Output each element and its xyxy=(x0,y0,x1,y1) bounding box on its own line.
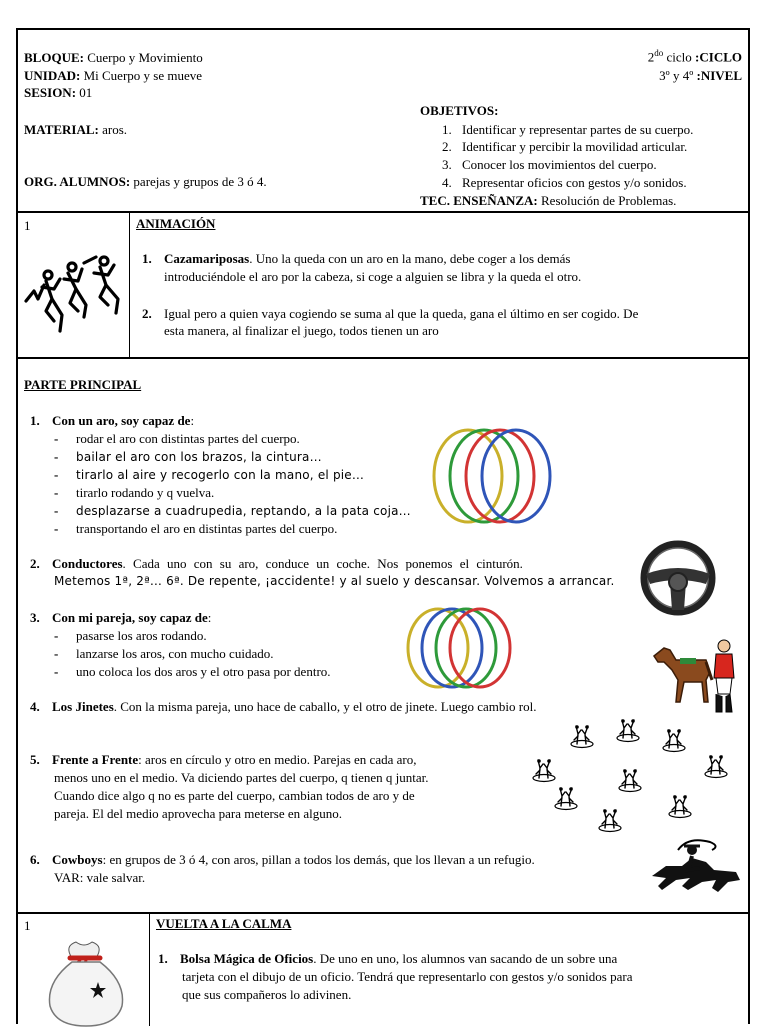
animacion-item-2-cont: esta manera, al finalizar el juego, todos tienen un aro xyxy=(164,323,439,338)
divider xyxy=(18,912,748,914)
sesion-label: SESION: xyxy=(24,85,77,100)
hoops-pair-icon xyxy=(404,606,514,690)
ciclo-line xyxy=(648,48,742,65)
list-item: - transportando el aro en distintas partes del cuerpo. xyxy=(54,521,338,536)
list-item: - uno coloca los dos aros y el otro pasa por dentro. xyxy=(54,664,331,679)
org-value: parejas y grupos de 3 ó 4. xyxy=(130,174,267,189)
nivel-label: :NIVEL xyxy=(696,68,742,83)
cowboy-icon xyxy=(648,836,744,896)
principal-item-5-cont: pareja. El del medio aprovecha para meterse en alguno. xyxy=(54,806,343,821)
objetivo-1: 1. Identificar y representar partes de su cuerpo. xyxy=(442,122,694,137)
material-line xyxy=(24,122,127,138)
principal-item-2-cont: Metemos 1ª, 2ª… 6ª. De repente, ¡accidente! y al suelo y descansar. Volvemos a arrancar. xyxy=(54,574,615,588)
principal-item-1: 1. Con un aro, soy capaz de: xyxy=(30,413,195,428)
steering-wheel-icon xyxy=(640,540,716,616)
nivel-line xyxy=(659,68,742,84)
calma-item-1-cont: tarjeta con el dibujo de un oficio. Tendrá que representarlo con gestos y/o sonidos para xyxy=(182,969,633,984)
unidad-label: UNIDAD: xyxy=(24,68,81,83)
animacion-item-1-cont: introduciéndole el aro por la cabeza, si coge a alguien se libra y la queda el otro. xyxy=(164,269,582,284)
principal-title: PARTE PRINCIPAL xyxy=(24,377,142,392)
principal-item-5-cont: Cuando dice algo q no es parte del cuerpo, cambian todos de aro y de xyxy=(54,788,415,803)
org-label: ORG. ALUMNOS: xyxy=(24,174,131,189)
animacion-item-1: 1. Cazamariposas. Uno la queda con un aro en la mano, debe coger a los demás xyxy=(142,251,571,266)
divider xyxy=(18,357,748,359)
list-item: - rodar el aro con distintas partes del cuerpo. xyxy=(54,431,300,446)
bloque-line xyxy=(24,50,203,66)
list-item: - bailar el aro con los brazos, la cintura… xyxy=(54,449,322,464)
lesson-sheet xyxy=(16,28,750,1024)
animacion-time: 1 xyxy=(24,218,31,233)
principal-item-5-cont: menos uno en el medio. Va diciendo partes del cuerpo, q tienen q juntar. xyxy=(54,770,429,785)
unidad-value: Mi Cuerpo y se mueve xyxy=(80,68,203,83)
principal-item-5: 5. Frente a Frente: aros en círculo y otro en medio. Parejas en cada aro, xyxy=(30,752,417,767)
unidad-line xyxy=(24,68,202,84)
bloque-value: Cuerpo y Movimiento xyxy=(83,50,203,65)
magic-bag-icon xyxy=(44,938,128,1028)
bloque-label: BLOQUE: xyxy=(24,50,84,65)
principal-item-6-cont: VAR: vale salvar. xyxy=(54,870,146,885)
ciclo-number: 2 xyxy=(647,49,655,65)
principal-item-3: 3. Con mi pareja, soy capaz de: xyxy=(30,610,212,625)
column-divider xyxy=(129,213,130,358)
calma-item-1: 1. Bolsa Mágica de Oficios. De uno en uno, los alumnos van sacando de un sobre una xyxy=(158,951,618,966)
principal-item-2: 2. Conductores. Cada uno con su aro, conduce un coche. Nos ponemos el cinturón. xyxy=(30,556,523,571)
hoop-circle-players-icon xyxy=(526,718,738,834)
list-item: - pasarse los aros rodando. xyxy=(54,628,207,643)
org-line xyxy=(24,174,267,190)
tec-label: TEC. ENSEÑANZA: xyxy=(420,193,538,208)
animacion-item-2: 2. Igual pero a quien vaya cogiendo se suma al que la queda, gana el último en ser cogido. De xyxy=(142,306,639,321)
material-label: MATERIAL: xyxy=(24,122,99,137)
objetivo-4: 4. Representar oficios con gestos y/o sonidos. xyxy=(442,175,687,190)
tec-line xyxy=(420,193,676,209)
principal-item-4: 4. Los Jinetes. Con la misma pareja, uno hace de caballo, y el otro de jinete. Luego cambio rol. xyxy=(30,699,537,714)
column-divider xyxy=(149,914,150,1026)
list-item: - desplazarse a cuadrupedia, reptando, a la pata coja… xyxy=(54,503,411,518)
divider xyxy=(18,211,748,213)
material-value: aros. xyxy=(98,122,128,137)
hoops-icon xyxy=(428,426,558,526)
calma-title: VUELTA A LA CALMA xyxy=(156,916,292,931)
ciclo-superscript: do xyxy=(654,48,664,58)
calma-time: 1 xyxy=(24,918,31,933)
nivel-text: 3º y 4º xyxy=(659,68,694,83)
list-item: - tirarlo al aire y recogerlo con la mano, el pie… xyxy=(54,467,365,482)
principal-item-6: 6. Cowboys: en grupos de 3 ó 4, con aros, pillan a todos los demás, que los llevan a un refugio. xyxy=(30,852,535,867)
list-item: - lanzarse los aros, con mucho cuidado. xyxy=(54,646,274,661)
animacion-title: ANIMACIÓN xyxy=(136,216,216,231)
ciclo-text: ciclo xyxy=(663,49,692,65)
horse-rider-icon xyxy=(650,636,740,716)
calma-item-1-cont: que sus compañeros lo adivinen. xyxy=(182,987,352,1002)
sesion-line xyxy=(24,85,92,101)
objetivo-3: 3. Conocer los movimientos del cuerpo. xyxy=(442,157,657,172)
objetivo-2: 2. Identificar y percibir la movilidad articular. xyxy=(442,139,688,154)
ciclo-label: :CICLO xyxy=(695,49,742,65)
list-item: - tirarlo rodando y q vuelva. xyxy=(54,485,215,500)
running-figures-icon xyxy=(24,255,124,335)
tec-value: Resolución de Problemas. xyxy=(537,193,677,208)
sesion-value: 01 xyxy=(76,85,93,100)
objetivos-title: OBJETIVOS: xyxy=(420,103,499,118)
